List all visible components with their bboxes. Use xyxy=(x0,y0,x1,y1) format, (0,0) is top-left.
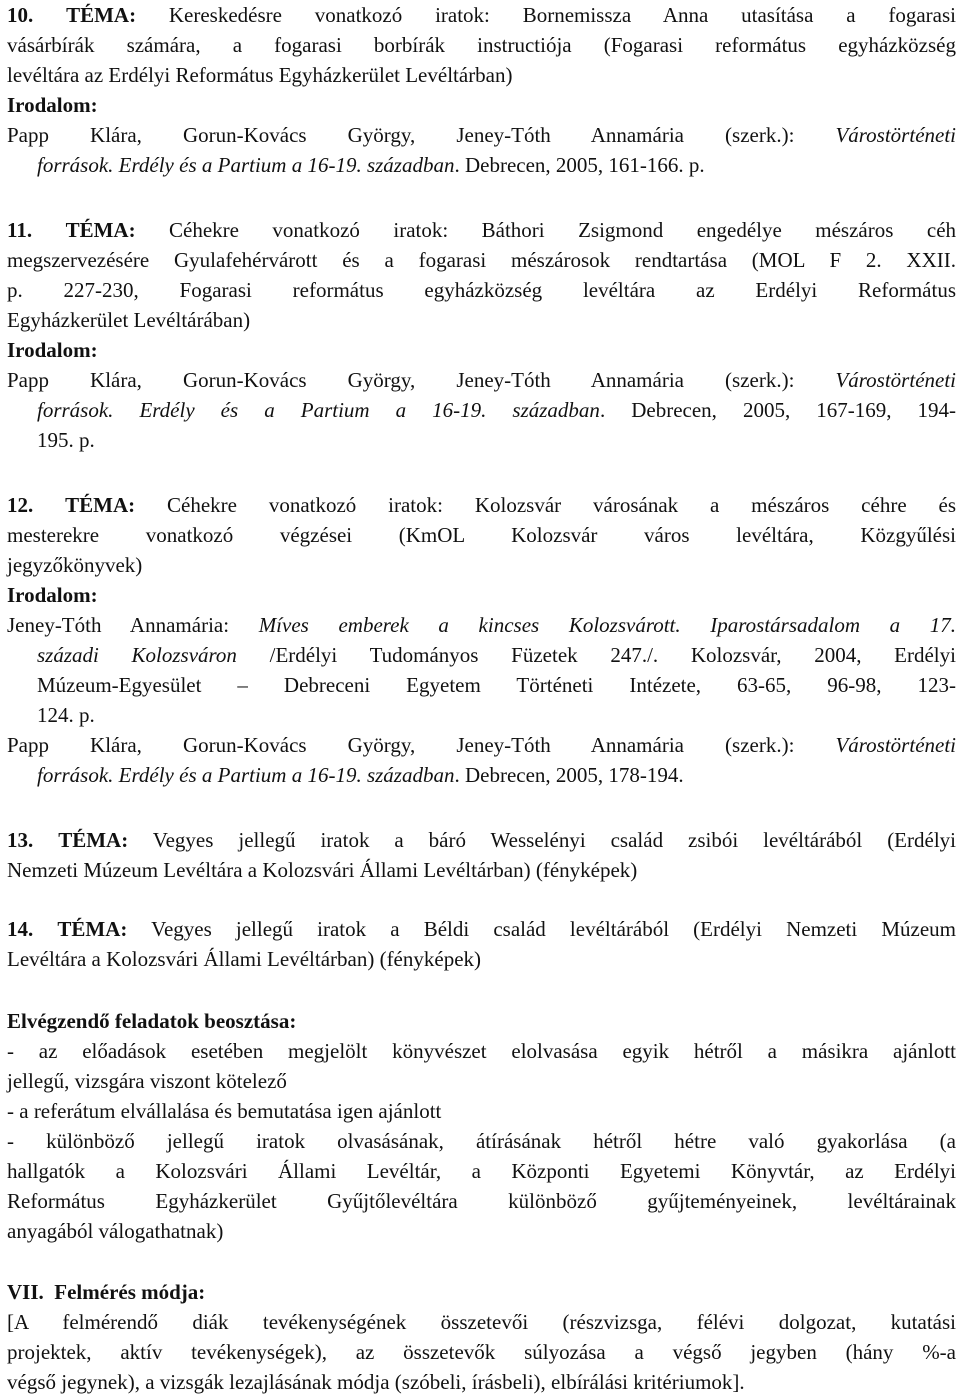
assessment-line: projektek, aktív tevékenységek), az összetevők súlyozása a végső jegyben (hány %-a xyxy=(7,1340,956,1364)
reference-line xyxy=(7,730,956,760)
topic-12-line-1 xyxy=(7,490,956,520)
topic-text: Vegyes jellegű iratok a báró Wesselényi család zsibói levéltárából (Erdélyi xyxy=(128,828,956,852)
reference-title: Várostörténeti xyxy=(835,368,956,392)
topic-10-line-3: levéltára az Erdélyi Református Egyházkerület Levéltárban) xyxy=(7,63,513,87)
topic-11-line-3: p. 227-230, Fogarasi református egyházközség levéltára az Erdélyi Református xyxy=(7,278,956,302)
tasks-heading: Elvégzendő feladatok beosztása: xyxy=(7,1009,297,1033)
topic-12-line-2: mesterekre vonatkozó végzései (KmOL Kolozsvár város levéltára, Közgyűlési xyxy=(7,523,956,547)
topic-number: 11. xyxy=(7,218,33,242)
topic-label: TÉMA: xyxy=(65,218,136,242)
topic-13 xyxy=(7,825,956,885)
literature-heading: Irodalom: xyxy=(7,338,98,362)
topic-label: TÉMA: xyxy=(58,828,129,852)
reference-line: Múzeum-Egyesület – Debreceni Egyetem Történeti Intézete, 63-65, 96-98, 123- xyxy=(37,673,956,697)
reference-title: források. Erdély és a Partium a 16-19. században xyxy=(37,153,455,177)
tasks-line: hallgatók a Kolozsvári Állami Levéltár, a Központi Egyetemi Könyvtár, az Erdélyi xyxy=(7,1159,956,1183)
tasks-line: - különböző jellegű iratok olvasásának, átírásának hétről hétre való gyakorlása (a xyxy=(7,1129,956,1153)
literature-heading: Irodalom: xyxy=(7,583,98,607)
reference-pages: . Debrecen, 2005, 167-169, 194- xyxy=(599,398,956,422)
topic-text: Vegyes jellegű iratok a Béldi család levéltárából (Erdélyi Nemzeti Múzeum xyxy=(127,917,956,941)
section-title: Felmérés módja: xyxy=(54,1280,206,1304)
reference-authors: Papp Klára, Gorun-Kovács György, Jeney-Tóth Annamária (szerk.): xyxy=(7,733,836,757)
reference-line xyxy=(7,640,956,670)
reference-title: Várostörténeti xyxy=(835,123,956,147)
reference-publisher: /Erdélyi Tudományos Füzetek 247./. Kolozsvár, 2004, Erdélyi xyxy=(236,643,956,667)
reference-line xyxy=(7,395,956,425)
topic-number: 10. xyxy=(7,3,34,27)
reference-authors: Papp Klára, Gorun-Kovács György, Jeney-Tóth Annamária (szerk.): xyxy=(7,123,836,147)
topic-13-line-1 xyxy=(7,825,956,855)
reference-title: források. Erdély és a Partium a 16-19. században xyxy=(37,398,600,422)
topic-12-line-3: jegyzőkönyvek) xyxy=(7,553,143,577)
reference-authors: Papp Klára, Gorun-Kovács György, Jeney-Tóth Annamária (szerk.): xyxy=(7,368,836,392)
topic-14 xyxy=(7,914,956,974)
topic-11 xyxy=(7,215,956,455)
topic-text: Céhekre vonatkozó iratok: Báthori Zsigmond engedélye mészáros céh xyxy=(135,218,957,242)
reference-authors: Jeney-Tóth Annamária: xyxy=(7,613,259,637)
reference-line xyxy=(7,760,956,790)
topic-14-line-2: Levéltára a Kolozsvári Állami Levéltárban) (fényképek) xyxy=(7,947,482,971)
topic-text: Céhekre vonatkozó iratok: Kolozsvár városának a mészáros céhre és xyxy=(135,493,956,517)
tasks-line: anyagából válogathatnak) xyxy=(7,1219,224,1243)
topic-text: Kereskedésre vonatkozó iratok: Bornemissza Anna utasítása a fogarasi xyxy=(136,3,956,27)
reference-title: Várostörténeti xyxy=(835,733,956,757)
topic-13-line-2: Nemzeti Múzeum Levéltára a Kolozsvári Állami Levéltárban) (fényképek) xyxy=(7,858,638,882)
reference-line xyxy=(7,150,956,180)
tasks-section xyxy=(7,1006,956,1246)
reference-line: 195. p. xyxy=(37,428,95,452)
literature-heading: Irodalom: xyxy=(7,93,98,117)
reference-pages: . Debrecen, 2005, 178-194. xyxy=(454,763,684,787)
reference-line xyxy=(7,365,956,395)
topic-12 xyxy=(7,490,956,790)
topic-10 xyxy=(7,0,956,180)
topic-number: 12. xyxy=(7,493,34,517)
reference-title: források. Erdély és a Partium a 16-19. században xyxy=(37,763,455,787)
topic-number: 13. xyxy=(7,828,34,852)
topic-11-line-1 xyxy=(7,215,956,245)
assessment-line: [A felmérendő diák tevékenységének összetevői (részvizsga, félévi dolgozat, kutatási xyxy=(7,1310,956,1334)
topic-10-line-2: vásárbírák számára, a fogarasi borbírák instructiója (Fogarasi református egyházközség xyxy=(7,33,956,57)
topic-10-line-1 xyxy=(7,0,956,30)
assessment-heading xyxy=(7,1277,956,1307)
topic-label: TÉMA: xyxy=(65,493,136,517)
topic-14-line-1 xyxy=(7,914,956,944)
tasks-line: - a referátum elvállalása és bemutatása igen ajánlott xyxy=(7,1099,442,1123)
reference-title: Míves emberek a kincses Kolozsvárott. Iparostársadalom a 17. xyxy=(258,613,956,637)
reference-pages: . Debrecen, 2005, 161-166. p. xyxy=(454,153,705,177)
tasks-line: jellegű, vizsgára viszont kötelező xyxy=(7,1069,287,1093)
topic-number: 14. xyxy=(7,917,34,941)
reference-title: századi Kolozsváron xyxy=(37,643,237,667)
topic-label: TÉMA: xyxy=(57,917,128,941)
tasks-line: - az előadások esetében megjelölt könyvészet elolvasása egyik hétről a másikra ajánlott xyxy=(7,1039,956,1063)
assessment-line: végső jegynek), a vizsgák lezajlásának módja (szóbeli, írásbeli), elbírálási kritériumok]. xyxy=(7,1370,745,1394)
topic-11-line-4: Egyházkerület Levéltárában) xyxy=(7,308,251,332)
reference-line: 124. p. xyxy=(37,703,95,727)
topic-11-line-2: megszervezésére Gyulafehérvárott és a fogarasi mészárosok rendtartása (MOL F 2. XXII. xyxy=(7,248,956,272)
topic-label: TÉMA: xyxy=(66,3,137,27)
assessment-section xyxy=(7,1277,956,1397)
tasks-line: Református Egyházkerület Gyűjtőlevéltára különböző gyűjteményeinek, levéltárainak xyxy=(7,1189,956,1213)
reference-line xyxy=(7,120,956,150)
reference-line xyxy=(7,610,956,640)
section-number: VII. xyxy=(7,1280,44,1304)
